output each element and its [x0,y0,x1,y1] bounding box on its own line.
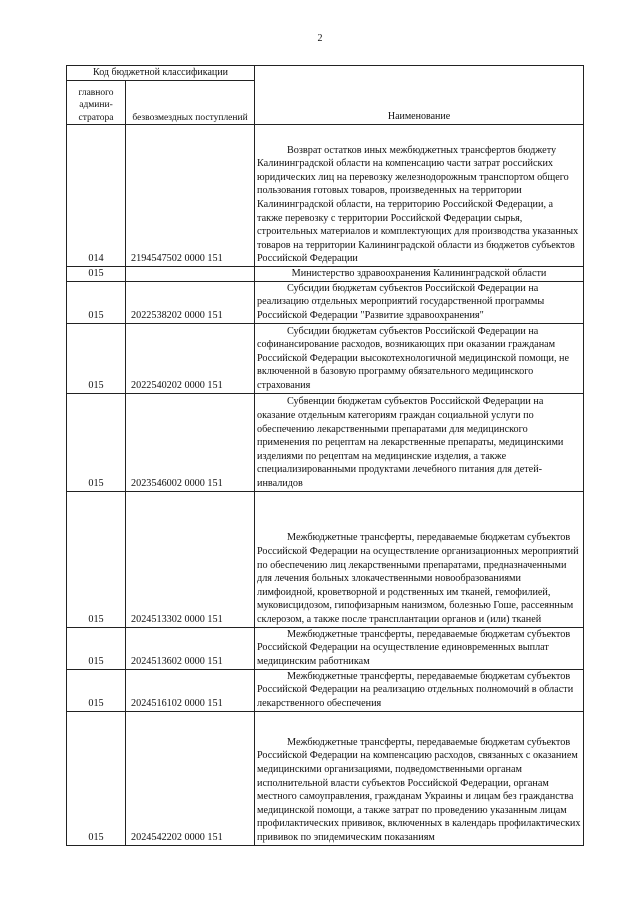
receipt-code: 2024513302 0000 151 [126,491,255,627]
admin-code: 015 [67,711,126,845]
item-name: Возврат остатков иных межбюджетных трансфертов бюджету Калининградской области на компенсацию части затрат российских юридических лиц на перевозку железнодорожным транспортом общего пользования готовых товаров, произведенных на территории Калининградской области, на территорию Российской Федерации, а также перевозку с территории Российской Федерации сырья, строительных материалов и комплектующих для производства указанных товаров на территории Калининградской области из бюджетов субъектов Российской Федерации [255,125,584,267]
receipt-code: 2024542202 0000 151 [126,711,255,845]
admin-code: 015 [67,669,126,711]
receipt-code: 2194547502 0000 151 [126,125,255,267]
admin-code: 014 [67,125,126,267]
receipt-code: 2024516102 0000 151 [126,669,255,711]
item-name: Межбюджетные трансферты, передаваемые бюджетам субъектов Российской Федерации на компенсацию расходов, связанных с оказанием медицинскими организациями, подведомственными органам исполнительной власти субъектов Российской Федерации, органам местного самоуправления, гражданам Украины и лицам без гражданства медицинской помощи, а также затрат по проведению указанным лицам профилактических прививок, включенных в календарь профилактических прививок по эпидемическим показаниям [255,711,584,845]
item-name: Межбюджетные трансферты, передаваемые бюджетам субъектов Российской Федерации на осуществление организационных мероприятий по обеспечению лиц лекарственными препаратами, предназначенными для лечения больных злокачественными новообразованиями лимфоидной, кроветворной и родственных им тканей, гемофилией, муковисцидозом, гипофизарным нанизмом, болезнью Гоше, рассеянным склерозом, а также после трансплантации органов и (или) тканей [255,491,584,627]
admin-code: 015 [67,323,126,393]
table-row [67,323,584,393]
header-name: Наименование [255,66,584,125]
header-receipts: безвозмездных поступлений [126,81,255,125]
item-name: Субсидии бюджетам субъектов Российской Федерации на реализацию отдельных мероприятий государственной программы Российской Федерации "Развитие здравоохранения" [255,281,584,323]
receipt-code: 2023546002 0000 151 [126,393,255,491]
admin-code: 015 [67,267,126,282]
table-row [67,711,584,845]
item-name: Субсидии бюджетам субъектов Российской Федерации на софинансирование расходов, возникающих при оказании гражданам Российской Федерации высокотехнологичной медицинской помощи, не включенной в базовую программу обязательного медицинского страхования [255,323,584,393]
receipt-code: 2022540202 0000 151 [126,323,255,393]
item-name: Межбюджетные трансферты, передаваемые бюджетам субъектов Российской Федерации на реализацию отдельных полномочий в области лекарственного обеспечения [255,669,584,711]
ministry-name: Министерство здравоохранения Калининградской области [255,267,584,282]
receipt-code: 2022538202 0000 151 [126,281,255,323]
table-row [67,627,584,669]
admin-code: 015 [67,491,126,627]
header-group-label: Код бюджетной классификации [67,66,255,81]
table-row [67,281,584,323]
admin-code: 015 [67,627,126,669]
table-row [67,125,584,267]
table-row [67,491,584,627]
page-number: 2 [317,33,323,44]
receipt-code [126,267,255,282]
budget-classification-table [66,65,584,846]
ministry-row [67,267,584,282]
admin-code: 015 [67,281,126,323]
item-name: Субвенции бюджетам субъектов Российской Федерации на оказание отдельным категориям граждан социальной услуги по обеспечению лекарственными препаратами для медицинского применения по рецептам на лекарственные препараты, медицинскими изделиями по рецептам на медицинские изделия, а также специализированными продуктами лечебного питания для детей-инвалидов [255,393,584,491]
table-row [67,393,584,491]
header-admin: главного админи-стратора [67,81,126,125]
table-row [67,669,584,711]
item-name: Межбюджетные трансферты, передаваемые бюджетам субъектов Российской Федерации на осуществление единовременных выплат медицинским работникам [255,627,584,669]
admin-code: 015 [67,393,126,491]
receipt-code: 2024513602 0000 151 [126,627,255,669]
